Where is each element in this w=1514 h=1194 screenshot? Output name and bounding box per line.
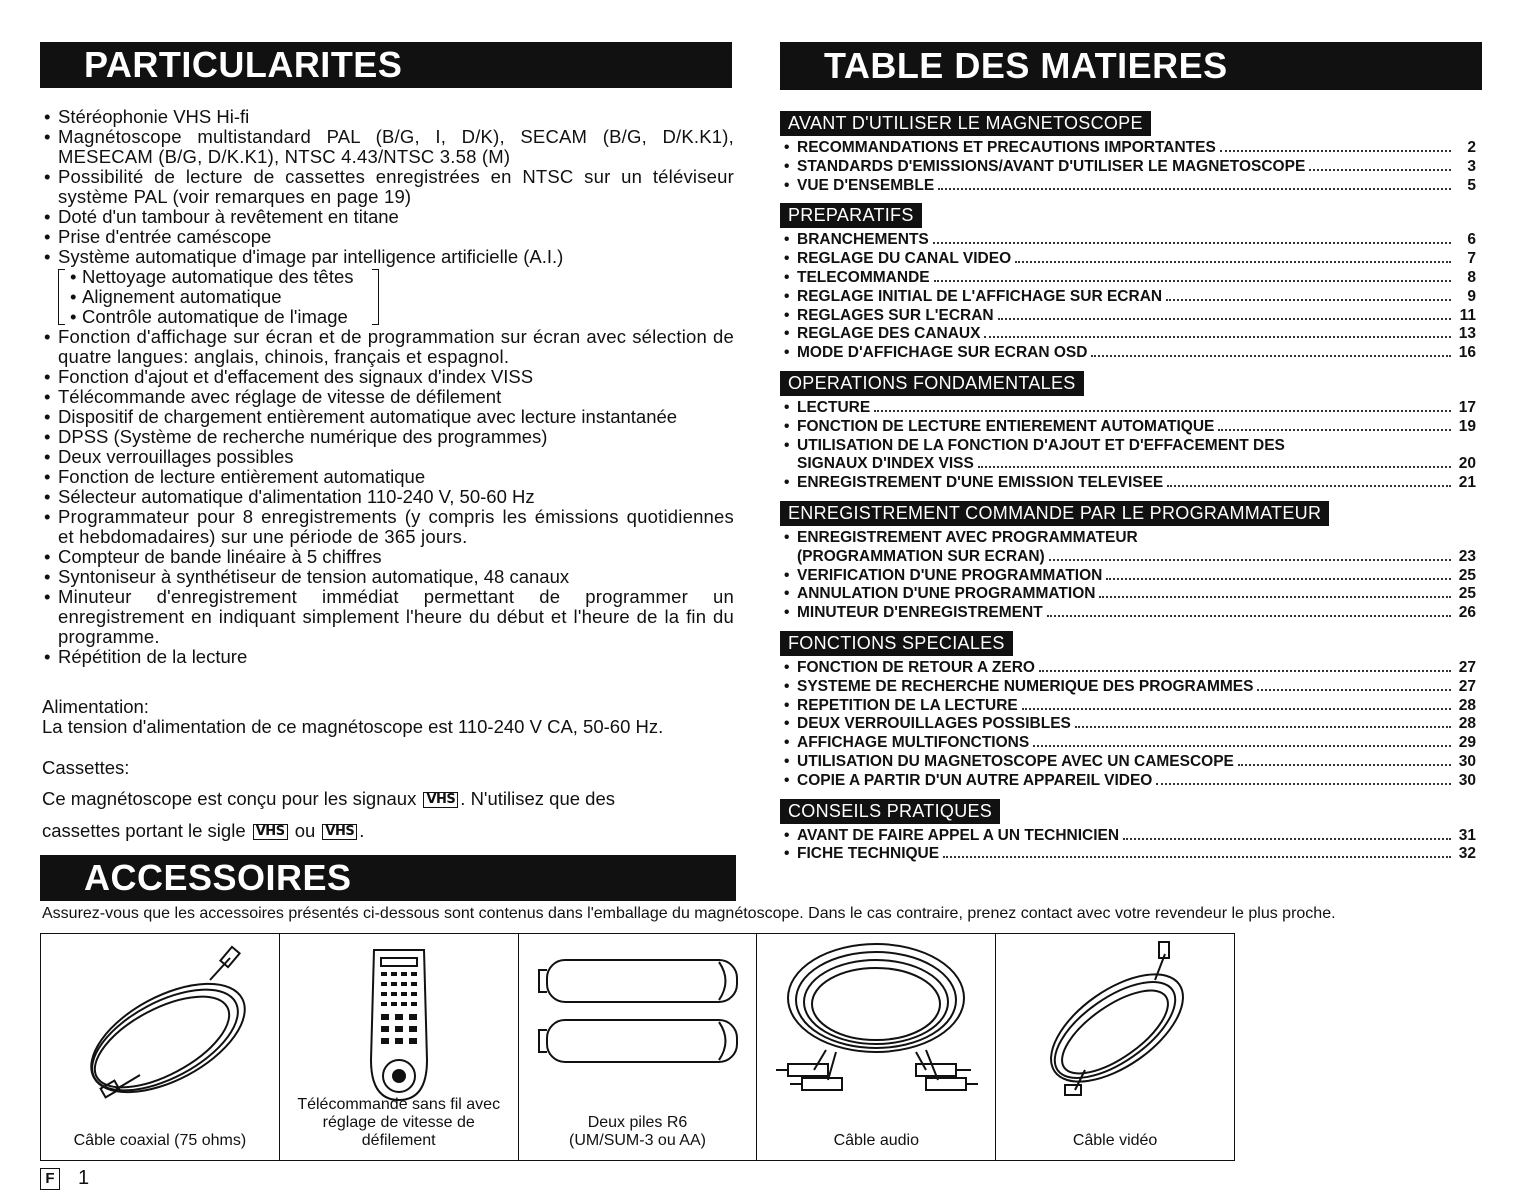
toc-entry-page: 3 (1467, 157, 1476, 175)
toc-section (780, 501, 1476, 623)
coaxial-cable-icon (60, 940, 260, 1100)
bullet-icon: • (784, 585, 790, 603)
leader-dots (1075, 726, 1451, 728)
feature-item: • Prise d'entrée caméscope (44, 227, 734, 247)
toc-entry[interactable] (780, 158, 1476, 177)
cassettes-text-line-1 (42, 788, 615, 810)
bullet-icon: • (784, 566, 790, 584)
bullet-icon: • (784, 344, 790, 362)
feature-item: • Magnétoscope multistandard PAL (B/G, I, D/K), SECAM (B/G, D/K.K1), MESECAM (B/G, D/K.K1), NTSC 4.43/NTSC 3.58 (M) (44, 127, 734, 167)
bullet-icon: • (784, 677, 790, 695)
table-of-contents (780, 111, 1476, 872)
feature-item: • Programmateur pour 8 enregistrements (y compris les émissions quotidiennes et hebdomadaires) sur une période de 365 jours. (44, 507, 734, 547)
accessory-cell (996, 934, 1234, 1160)
leader-dots (1220, 150, 1451, 152)
bullet-icon: • (784, 417, 790, 435)
bullet-icon: • (784, 715, 790, 733)
toc-entry-title: REGLAGE DES CANAUX (797, 325, 981, 343)
leader-dots (978, 466, 1451, 468)
toc-entry[interactable] (780, 715, 1476, 734)
vhs-pal-logo-icon: VHS (253, 824, 288, 840)
toc-entry-title: VERIFICATION D'UNE PROGRAMMATION (797, 566, 1103, 584)
toc-entry-title: ENREGISTREMENT AVEC PROGRAMMATEUR (797, 528, 1138, 546)
toc-entry-title: FICHE TECHNIQUE (797, 845, 940, 863)
bullet-icon: • (784, 139, 790, 156)
bullet-icon: • (784, 752, 790, 770)
toc-entry[interactable] (780, 585, 1476, 604)
cassettes-label: Cassettes: (42, 757, 130, 778)
toc-entry-title: UTILISATION DU MAGNETOSCOPE AVEC UN CAMESCOPE (797, 752, 1234, 770)
feature-item: • Fonction de lecture entièrement automatique (44, 467, 734, 487)
accessory-cell (280, 934, 519, 1160)
bullet-icon: • (784, 268, 790, 286)
toc-entry[interactable] (780, 827, 1476, 846)
toc-entry-page: 13 (1458, 325, 1476, 343)
toc-entry-title: MINUTEUR D'ENREGISTREMENT (797, 604, 1043, 622)
accessory-caption: Câble coaxial (75 ohms) (73, 1132, 247, 1149)
leader-dots (1106, 578, 1451, 580)
leader-dots (1309, 169, 1451, 171)
toc-entry-title: SYSTEME DE RECHERCHE NUMERIQUE DES PROGRAMMES (797, 677, 1254, 695)
toc-entry-page: 7 (1467, 250, 1476, 268)
bullet-icon: • (784, 157, 790, 175)
audio-cable-icon (766, 940, 986, 1110)
leader-dots (934, 280, 1451, 282)
toc-entry[interactable] (780, 772, 1476, 791)
alimentation-text: La tension d'alimentation de ce magnétoscope est 110-240 V CA, 50-60 Hz. (42, 716, 664, 737)
toc-entry-page: 2 (1467, 139, 1476, 156)
feature-item: • Stéréophonie VHS Hi-fi (44, 107, 734, 127)
feature-sub-item: • Contrôle automatique de l'image (70, 307, 734, 327)
bullet-icon: • (784, 287, 790, 305)
feature-sub-item: • Nettoyage automatique des têtes (70, 267, 734, 287)
alimentation-label: Alimentation: (42, 696, 149, 717)
toc-entry-page: 32 (1458, 845, 1476, 863)
accessoires-row (40, 933, 1235, 1161)
toc-entry-title: TELECOMMANDE (797, 268, 930, 286)
toc-entry[interactable] (780, 344, 1476, 363)
toc-section-heading: OPERATIONS FONDAMENTALES (780, 371, 1084, 396)
ai-sub-list (44, 267, 734, 327)
toc-entry-title: AFFICHAGE MULTIFONCTIONS (797, 734, 1030, 752)
feature-item: • Sélecteur automatique d'alimentation 110-240 V, 50-60 Hz (44, 487, 734, 507)
feature-item: • Doté d'un tambour à revêtement en titane (44, 207, 734, 227)
particularites-title: PARTICULARITES (84, 44, 403, 85)
leader-dots (874, 410, 1451, 412)
bullet-icon: • (784, 771, 790, 789)
toc-entry[interactable] (780, 678, 1476, 697)
toc-entry-page: 11 (1459, 306, 1476, 324)
language-code-badge: F (40, 1168, 60, 1190)
cassettes-text-part: ou (294, 820, 316, 841)
toc-entry-title: DEUX VERROUILLAGES POSSIBLES (797, 715, 1071, 733)
toc-entry-page: 27 (1458, 658, 1476, 676)
toc-entry-page: 6 (1467, 231, 1476, 249)
bullet-icon: • (784, 604, 790, 622)
toc-entry[interactable] (780, 567, 1476, 586)
leader-dots (1238, 764, 1451, 766)
toc-entry-title: SIGNAUX D'INDEX VISS (797, 455, 974, 473)
leader-dots (1047, 615, 1451, 617)
cassettes-text-part: Ce magnétoscope est conçu pour les signaux (42, 788, 417, 809)
accessory-caption: Câble vidéo (1072, 1132, 1158, 1149)
toc-entry-title: RECOMMANDATIONS ET PRECAUTIONS IMPORTANTES (797, 139, 1216, 156)
toc-entry[interactable] (780, 697, 1476, 716)
toc-entry-title: ANNULATION D'UNE PROGRAMMATION (797, 585, 1096, 603)
toc-entry-title: UTILISATION DE LA FONCTION D'AJOUT ET D'EFFACEMENT DES (797, 436, 1285, 454)
leader-dots (1039, 670, 1451, 672)
toc-entry-page: 26 (1458, 604, 1476, 622)
toc-section (780, 203, 1476, 363)
toc-entry[interactable] (780, 231, 1476, 250)
toc-entry-title: MODE D'AFFICHAGE SUR ECRAN OSD (797, 344, 1088, 362)
toc-entry-title: (PROGRAMMATION SUR ECRAN) (797, 547, 1045, 565)
cassettes-text-line-2 (42, 820, 364, 842)
toc-entry[interactable] (780, 139, 1476, 158)
toc-entry[interactable] (780, 269, 1476, 288)
bullet-icon: • (784, 436, 790, 454)
cassettes-text-part: cassettes portant le sigle (42, 820, 246, 841)
toc-section-heading: FONCTIONS SPECIALES (780, 631, 1013, 656)
cassettes-text-part: . N'utilisez que des (460, 788, 615, 809)
vhs-logo-icon: VHS (423, 792, 458, 808)
toc-entry-title: STANDARDS D'EMISSIONS/AVANT D'UTILISER LE MAGNETOSCOPE (797, 157, 1306, 175)
toc-banner (780, 42, 1482, 90)
page-number: 1 (78, 1167, 90, 1189)
batteries-icon (527, 940, 747, 1090)
toc-entry[interactable] (780, 845, 1476, 864)
toc-entry-page: 30 (1458, 771, 1476, 789)
leader-dots (1218, 429, 1451, 431)
bullet-icon: • (784, 696, 790, 714)
toc-section (780, 799, 1476, 865)
toc-entry[interactable] (780, 250, 1476, 269)
feature-sub-item: • Alignement automatique (70, 287, 734, 307)
bullet-icon: • (784, 474, 790, 492)
accessoires-intro: Assurez-vous que les accessoires présentés ci-dessous sont contenus dans l'emballage du magnétoscope. Dans le cas contraire, prenez contact avec votre revendeur le plus proche. (42, 905, 1336, 922)
toc-entry[interactable] (780, 399, 1476, 418)
toc-entry-title: REGLAGES SUR L'ECRAN (797, 306, 994, 324)
leader-dots (938, 188, 1451, 190)
bullet-icon: • (784, 845, 790, 863)
feature-item: • Fonction d'ajout et d'effacement des signaux d'index VISS (44, 367, 734, 387)
page-footer (40, 1167, 89, 1190)
vhs-logo-icon: VHS (322, 824, 357, 840)
accessory-caption: Câble audio (833, 1132, 919, 1149)
feature-item: • Deux verrouillages possibles (44, 447, 734, 467)
feature-item: • Compteur de bande linéaire à 5 chiffres (44, 547, 734, 567)
particularites-banner (40, 42, 732, 88)
toc-entry-page: 8 (1467, 268, 1476, 286)
bullet-icon: • (784, 528, 790, 546)
toc-entry[interactable] (780, 659, 1476, 678)
accessory-caption: Deux piles R6 (UM/SUM-3 ou AA) (569, 1114, 706, 1149)
feature-item: • Fonction d'affichage sur écran et de programmation sur écran avec sélection de quatre langues: anglais, chinois, français et espagnol. (44, 327, 734, 367)
features-list (44, 107, 734, 667)
accessory-cell (41, 934, 280, 1160)
leader-dots (1091, 355, 1451, 357)
toc-entry-page: 29 (1458, 734, 1476, 752)
toc-title: TABLE DES MATIERES (824, 45, 1228, 86)
toc-entry-page: 27 (1458, 677, 1476, 695)
toc-section-heading: ENREGISTREMENT COMMANDE PAR LE PROGRAMMATEUR (780, 501, 1329, 526)
feature-item: • Télécommande avec réglage de vitesse de défilement (44, 387, 734, 407)
bullet-icon: • (784, 826, 790, 844)
toc-entry[interactable] (780, 325, 1476, 344)
toc-entry-page: 21 (1458, 474, 1476, 492)
feature-item: • DPSS (Système de recherche numérique des programmes) (44, 427, 734, 447)
toc-entry-page: 5 (1467, 176, 1476, 194)
toc-entry[interactable] (780, 177, 1476, 196)
toc-entry[interactable] (780, 529, 1476, 567)
feature-item: • Syntoniseur à synthétiseur de tension automatique, 48 canaux (44, 567, 734, 587)
feature-item: • Minuteur d'enregistrement immédiat permettant de programmer un enregistrement en indiquant simplement l'heure du début et l'heure de la fin du programme. (44, 587, 734, 647)
toc-section-heading: PREPARATIFS (780, 203, 922, 228)
leader-dots (1099, 596, 1451, 598)
toc-entry[interactable] (780, 474, 1476, 493)
accessoires-banner (40, 855, 736, 901)
bullet-icon: • (784, 176, 790, 194)
remote-control-icon (299, 940, 499, 1106)
toc-entry-page: 25 (1458, 566, 1476, 584)
bullet-icon: • (784, 250, 790, 268)
toc-entry-page: 17 (1458, 398, 1476, 416)
leader-dots (984, 336, 1451, 338)
toc-entry[interactable] (780, 307, 1476, 326)
toc-section-heading: CONSEILS PRATIQUES (780, 799, 1000, 824)
video-cable-icon (1015, 940, 1215, 1100)
toc-entry-page: 30 (1458, 752, 1476, 770)
toc-entry-title: REPETITION DE LA LECTURE (797, 696, 1018, 714)
toc-entry-title: REGLAGE INITIAL DE L'AFFICHAGE SUR ECRAN (797, 287, 1163, 305)
bullet-icon: • (784, 734, 790, 752)
leader-dots (1049, 559, 1451, 561)
toc-entry-title: BRANCHEMENTS (797, 231, 929, 249)
accessory-caption: Télécommande sans fil avec réglage de vitesse de défilement (297, 1096, 501, 1149)
toc-entry[interactable] (780, 604, 1476, 623)
feature-item: • Répétition de la lecture (44, 647, 734, 667)
bullet-icon: • (784, 398, 790, 416)
leader-dots (1022, 708, 1451, 710)
toc-entry-page: 25 (1458, 585, 1476, 603)
toc-entry-page: 20 (1458, 455, 1476, 473)
leader-dots (943, 856, 1451, 858)
toc-entry[interactable] (780, 753, 1476, 772)
toc-entry-title: COPIE A PARTIR D'UN AUTRE APPAREIL VIDEO (797, 771, 1153, 789)
toc-section (780, 631, 1476, 791)
leader-dots (1123, 838, 1451, 840)
toc-entry-title: VUE D'ENSEMBLE (797, 176, 935, 194)
toc-entry-page: 23 (1458, 547, 1476, 565)
bullet-icon: • (784, 658, 790, 676)
leader-dots (933, 242, 1451, 244)
accessory-cell (519, 934, 758, 1160)
toc-section-heading: AVANT D'UTILISER LE MAGNETOSCOPE (780, 111, 1151, 136)
toc-section (780, 371, 1476, 493)
leader-dots (1033, 745, 1451, 747)
accessory-cell (757, 934, 996, 1160)
leader-dots (1167, 485, 1451, 487)
leader-dots (1257, 689, 1451, 691)
accessoires-title: ACCESSOIRES (84, 857, 352, 898)
feature-item: • Possibilité de lecture de cassettes enregistrées en NTSC sur un téléviseur système PAL (voir remarques en page 19) (44, 167, 734, 207)
leader-dots (1156, 783, 1451, 785)
toc-entry-page: 28 (1458, 715, 1476, 733)
toc-section (780, 111, 1476, 195)
bullet-icon: • (784, 306, 790, 324)
cassettes-text-part: . (359, 820, 365, 841)
toc-entry-title: FONCTION DE LECTURE ENTIEREMENT AUTOMATIQUE (797, 417, 1215, 435)
toc-entry-page: 31 (1458, 826, 1476, 844)
toc-entry-title: FONCTION DE RETOUR A ZERO (797, 658, 1035, 676)
toc-entry-page: 19 (1458, 417, 1476, 435)
toc-entry-title: AVANT DE FAIRE APPEL A UN TECHNICIEN (797, 826, 1120, 844)
toc-entry-title: ENREGISTREMENT D'UNE EMISSION TELEVISEE (797, 474, 1164, 492)
leader-dots (1166, 299, 1451, 301)
bullet-icon: • (784, 325, 790, 343)
toc-entry-page: 28 (1458, 696, 1476, 714)
leader-dots (1015, 261, 1451, 263)
bullet-icon: • (784, 231, 790, 249)
feature-item: • Dispositif de chargement entièrement automatique avec lecture instantanée (44, 407, 734, 427)
toc-entry[interactable] (780, 437, 1476, 475)
leader-dots (998, 318, 1451, 320)
toc-entry-title: REGLAGE DU CANAL VIDEO (797, 250, 1012, 268)
toc-entry[interactable] (780, 288, 1476, 307)
toc-entry[interactable] (780, 418, 1476, 437)
toc-entry-page: 9 (1467, 287, 1476, 305)
toc-entry[interactable] (780, 734, 1476, 753)
feature-item: • Système automatique d'image par intelligence artificielle (A.I.) (44, 247, 734, 267)
toc-entry-title: LECTURE (797, 398, 871, 416)
toc-entry-page: 16 (1458, 344, 1476, 362)
